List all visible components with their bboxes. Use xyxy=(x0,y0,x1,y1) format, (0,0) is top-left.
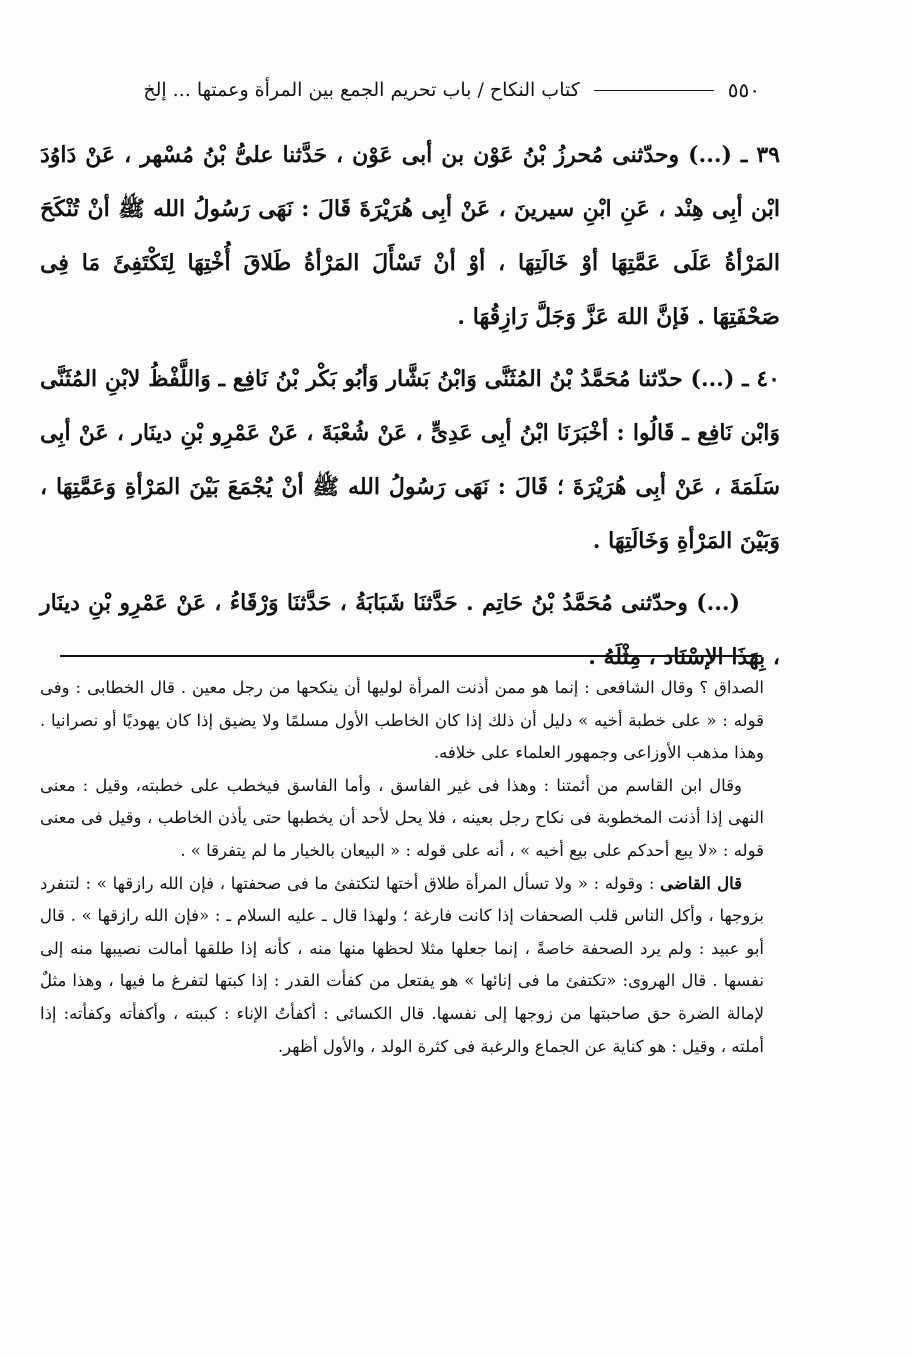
page-number: ٥٥٠ xyxy=(727,78,760,102)
hadith-40-chain xyxy=(40,576,780,684)
hadith-40 xyxy=(40,352,780,568)
commentary-paragraph xyxy=(40,868,764,1064)
hadith-number: ٣٩ ـ xyxy=(740,142,780,168)
hadith-number: ٤٠ ـ xyxy=(742,366,780,392)
running-title: كتاب النكاح / باب تحريم الجمع بين المرأة وعمتها ... إلخ xyxy=(143,79,580,101)
hadith-body: (...) وحدّثنى مُحَمَّدُ بْنُ حَاتِم . حَدَّثنَا شَبَابَةُ ، حَدَّثنَا وَرْقَاءُ ، عَنْ عَمْرِو بْنِ دينَار ، بِهَذَا الإسْنَاد ، مِثْلَهُ . xyxy=(40,590,780,670)
commentary xyxy=(40,672,764,1063)
commentary-text: الصداق ؟ وقال الشافعى : إنما هو ممن أذنت المرأة لوليها أن ينكحها من رجل معين . قال الخطابى : وفى قوله : « على خطبة أخيه » دليل أن ذلك إذا كان الخاطب الأول مسلمًا ولا يضيق إذا كان يهوديًا أو نصرانيا . وهذا مذهب الأوزاعى وجمهور العلماء على خلافه. xyxy=(40,678,764,763)
commentary-lead: قال القاضى xyxy=(660,873,743,893)
commentary-paragraph xyxy=(40,770,764,868)
hadith-text xyxy=(40,128,780,692)
commentary-paragraph xyxy=(40,672,764,770)
hadith-body: (...) حدّثنا مُحَمَّدُ بْنُ المُثَنَّى وَابْنُ بَشَّار وَأبُو بَكْر بْنُ نَافِع ـ وَاللَّفْظُ لابْنِ المُثَنَّى وَابْن نَافِع ـ قَالُوا : أخْبَرَنَا ابْنُ أبِى عَدِىٍّ ، عَنْ شُعْبَةَ ، عَنْ عَمْرِو بْنِ دينَار ، عَنْ أبِى سَلَمَةَ ، عَنْ أبِى هُرَيْرَةَ ؛ قَالَ : نَهَى رَسُولُ الله ﷺ أنْ يُجْمَعَ بَيْنَ المَرْأةِ وَعَمَّتِهَا ، وَبَيْنَ المَرْأةِ وَخَالَتِهَا . xyxy=(40,366,780,554)
commentary-text: : وقوله : « ولا تسأل المرأة طلاق أختها لتكتفئ ما فى صحفتها ، فإن الله رازقها » : لتنفرد بزوجها ، وأكل الناس قلب الصحفات إذا كانت فارغة ؛ ولهذا قال ـ عليه السلام ـ : «فإن الله رازقها » . قال أبو عبيد : ولم يرد الصحفة خاصةً ، إنما جعلها مثلا لحظها منها منه ، كأنه إذا طلقها أمالت نصيبها منه إلى نفسها . قال الهروى: «تكتفئ ما فى إنائها » هو يفتعل من كفأت القدر : إذا كبتها لتفرغ ما فيها ، وهذا مثلٌ لإمالة الضرة حق صاحبتها من زوجها إلى نفسها. قال الكسائى : أكفأتُ الإناء : كببته ، وأكفأته وكفأته: إذا أملته ، وقيل : هو كناية عن الجماع والرغبة فى كثرة الولد ، والأول أظهر. xyxy=(40,873,764,1056)
page-header xyxy=(60,70,760,110)
footnote-divider xyxy=(60,655,762,657)
commentary-text: وقال ابن القاسم من أئمتنا : وهذا فى غير الفاسق ، وأما الفاسق فيخطب على خطبته، وقيل : معنى النهى إذا أذنت المخطوبة فى نكاح رجل بعينه ، فلا يحل لأحد أن يخطبها حتى يأذن الخاطب ، وقيل فى معنى قوله : «لا يبع أحدكم على بيع أخيه » ، أنه على قوله : « البيعان بالخيار ما لم يتفرقا » . xyxy=(40,775,764,860)
hadith-body: (...) وحدّثنى مُحرزُ بْنُ عَوْن بن أبى عَوْن ، حَدَّثنا علىُّ بْنُ مُسْهر ، عَنْ دَاوُدَ ابْن أبِى هِنْد ، عَنِ ابْنِ سيرينَ ، عَنْ أبِى هُرَيْرَةَ قَالَ : نَهَى رَسُولُ الله ﷺ أنْ تُنْكَحَ المَرْأةُ عَلَى عَمَّتِهَا أوْ خَالَتِهَا ، أوْ أنْ تَسْأَلَ المَرْأةُ طَلاقَ أُخْتِهَا لِتَكْتَفِئَ مَا فِى صَحْفَتِهَا . فَإنَّ اللهَ عَزَّ وَجَلَّ رَازِقُهَا . xyxy=(40,142,780,330)
header-rule xyxy=(594,90,714,91)
hadith-39 xyxy=(40,128,780,344)
